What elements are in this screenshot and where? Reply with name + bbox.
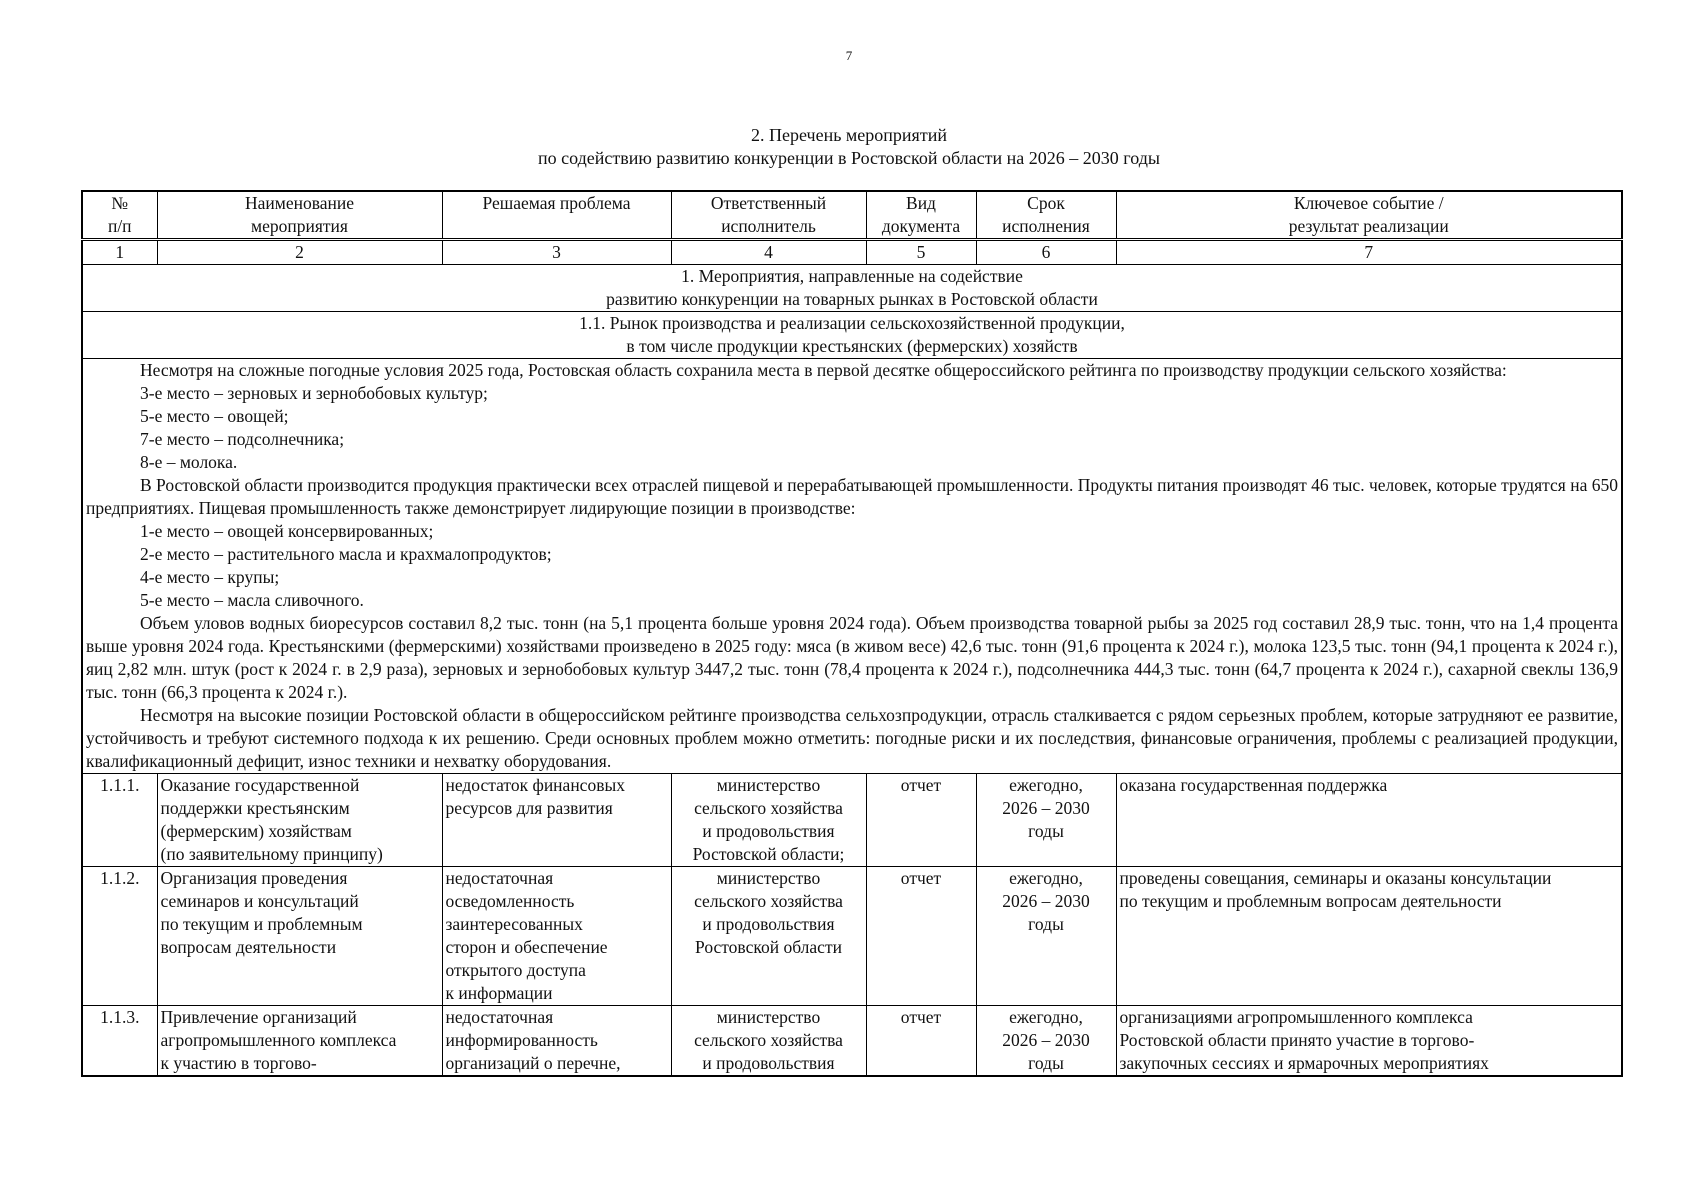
table-row: [82, 867, 1622, 1006]
column-number: 6: [976, 240, 1116, 265]
row-doc: отчет: [866, 1006, 976, 1077]
row-number: 1.1.3.: [82, 1006, 157, 1077]
row-problem: недостаточная осведомленность заинтересованных сторон и обеспечение открытого доступа к информации: [442, 867, 671, 1006]
subsection-heading: 1.1. Рынок производства и реализации сельскохозяйственной продукции, в том числе продукции крестьянских (фермерских) хозяйств: [82, 312, 1622, 359]
column-number: 7: [1116, 240, 1622, 265]
row-result: оказана государственная поддержка: [1116, 774, 1622, 867]
list-item: 5-е место – масла сливочного.: [140, 590, 364, 610]
list-item: 4-е место – крупы;: [140, 567, 280, 587]
list-item: 5-е место – овощей;: [140, 406, 289, 426]
table-header-row: [82, 191, 1622, 240]
row-executor: министерство сельского хозяйства и продовольствия Ростовской области;: [671, 774, 866, 867]
row-term: ежегодно, 2026 – 2030 годы: [976, 774, 1116, 867]
row-number: 1.1.2.: [82, 867, 157, 1006]
measures-table: [81, 190, 1623, 1077]
list-item: 2-е место – растительного масла и крахмалопродуктов;: [140, 544, 552, 564]
subsection-row: [82, 312, 1622, 359]
narrative-row: [82, 359, 1622, 774]
row-problem: недостаточная информированность организаций о перечне,: [442, 1006, 671, 1077]
section-heading: 1. Мероприятия, направленные на содействие развитию конкуренции на товарных рынках в Ростовской области: [82, 265, 1622, 312]
title-line-1: 2. Перечень мероприятий: [751, 125, 947, 145]
column-number: 3: [442, 240, 671, 265]
header-executor: Ответственный исполнитель: [671, 191, 866, 240]
header-result: Ключевое событие / результат реализации: [1116, 191, 1622, 240]
row-executor: министерство сельского хозяйства и продовольствия: [671, 1006, 866, 1077]
list-item: 7-е место – подсолнечника;: [140, 429, 345, 449]
document-title: [0, 124, 1698, 170]
narrative-paragraph: Несмотря на сложные погодные условия 2025 года, Ростовская область сохранила места в первой десятке общероссийского рейтинга по производству продукции сельского хозяйства:: [140, 360, 1507, 380]
row-doc: отчет: [866, 867, 976, 1006]
row-name: Оказание государственной поддержки крестьянским (фермерским) хозяйствам (по заявительному принципу): [157, 774, 442, 867]
header-name: Наименование мероприятия: [157, 191, 442, 240]
table-row: [82, 774, 1622, 867]
row-doc: отчет: [866, 774, 976, 867]
column-number: 1: [82, 240, 157, 265]
column-number: 5: [866, 240, 976, 265]
row-name: Организация проведения семинаров и консультаций по текущим и проблемным вопросам деятельности: [157, 867, 442, 1006]
column-number: 2: [157, 240, 442, 265]
row-term: ежегодно, 2026 – 2030 годы: [976, 1006, 1116, 1077]
header-doc: Вид документа: [866, 191, 976, 240]
page-number: 7: [845, 48, 853, 63]
row-result: организациями агропромышленного комплекса Ростовской области принято участие в торгово- закупочных сессиях и ярмарочных мероприятиях: [1116, 1006, 1622, 1077]
row-problem: недостаток финансовых ресурсов для развития: [442, 774, 671, 867]
column-number-row: [82, 240, 1622, 265]
row-term: ежегодно, 2026 – 2030 годы: [976, 867, 1116, 1006]
table-row: [82, 1006, 1622, 1077]
row-result: проведены совещания, семинары и оказаны консультации по текущим и проблемным вопросам деятельности: [1116, 867, 1622, 1006]
row-name: Привлечение организаций агропромышленного комплекса к участию в торгово-: [157, 1006, 442, 1077]
list-item: 8-е – молока.: [140, 452, 238, 472]
list-item: 3-е место – зерновых и зернобобовых культур;: [140, 383, 488, 403]
section-row: [82, 265, 1622, 312]
narrative-text: [82, 359, 1622, 774]
row-executor: министерство сельского хозяйства и продовольствия Ростовской области: [671, 867, 866, 1006]
column-number: 4: [671, 240, 866, 265]
header-number: № п/п: [82, 191, 157, 240]
row-number: 1.1.1.: [82, 774, 157, 867]
narrative-paragraph: Объем уловов водных биоресурсов составил 8,2 тыс. тонн (на 5,1 процента больше уровня 2024 года). Объем производства товарной рыбы за 2025 год составил 28,9 тыс. тонн, что на 1,4 процента выше уровня 2024 года. Крестьянскими (фермерскими) хозяйствами произведено в 2025 году: мяса (в живом весе) 42,6 тыс. тонн (91,6 процента к 2024 г.), молока 123,5 тыс. тонн (94,1 процента к 2024 г.), яиц 2,82 млн. штук (рост к 2024 г. в 2,9 раза), зерновых и зернобобовых культур 3447,2 тыс. тонн (78,4 процента к 2024 г.), подсолнечника 444,3 тыс. тонн (64,7 процента к 2024 г.), сахарной свеклы 136,9 тыс. тонн (66,3 процента к 2024 г.).: [86, 613, 1618, 702]
header-term: Срок исполнения: [976, 191, 1116, 240]
title-line-2: по содействию развитию конкуренции в Ростовской области на 2026 – 2030 годы: [538, 148, 1160, 168]
list-item: 1-е место – овощей консервированных;: [140, 521, 434, 541]
header-problem: Решаемая проблема: [442, 191, 671, 240]
narrative-paragraph: Несмотря на высокие позиции Ростовской области в общероссийском рейтинге производства сельхозпродукции, отрасль сталкивается с рядом серьезных проблем, которые затрудняют ее развитие, устойчивость и требуют системного подхода к их решению. Среди основных проблем можно отметить: погодные риски и их последствия, финансовые ограничения, проблемы с реализацией продукции, квалификационный дефицит, износ техники и нехватку оборудования.: [86, 705, 1618, 771]
narrative-paragraph: В Ростовской области производится продукция практически всех отраслей пищевой и перерабатывающей промышленности. Продукты питания производят 46 тыс. человек, которые трудятся на 650 предприятиях. Пищевая промышленность также демонстрирует лидирующие позиции в производстве:: [86, 475, 1618, 518]
